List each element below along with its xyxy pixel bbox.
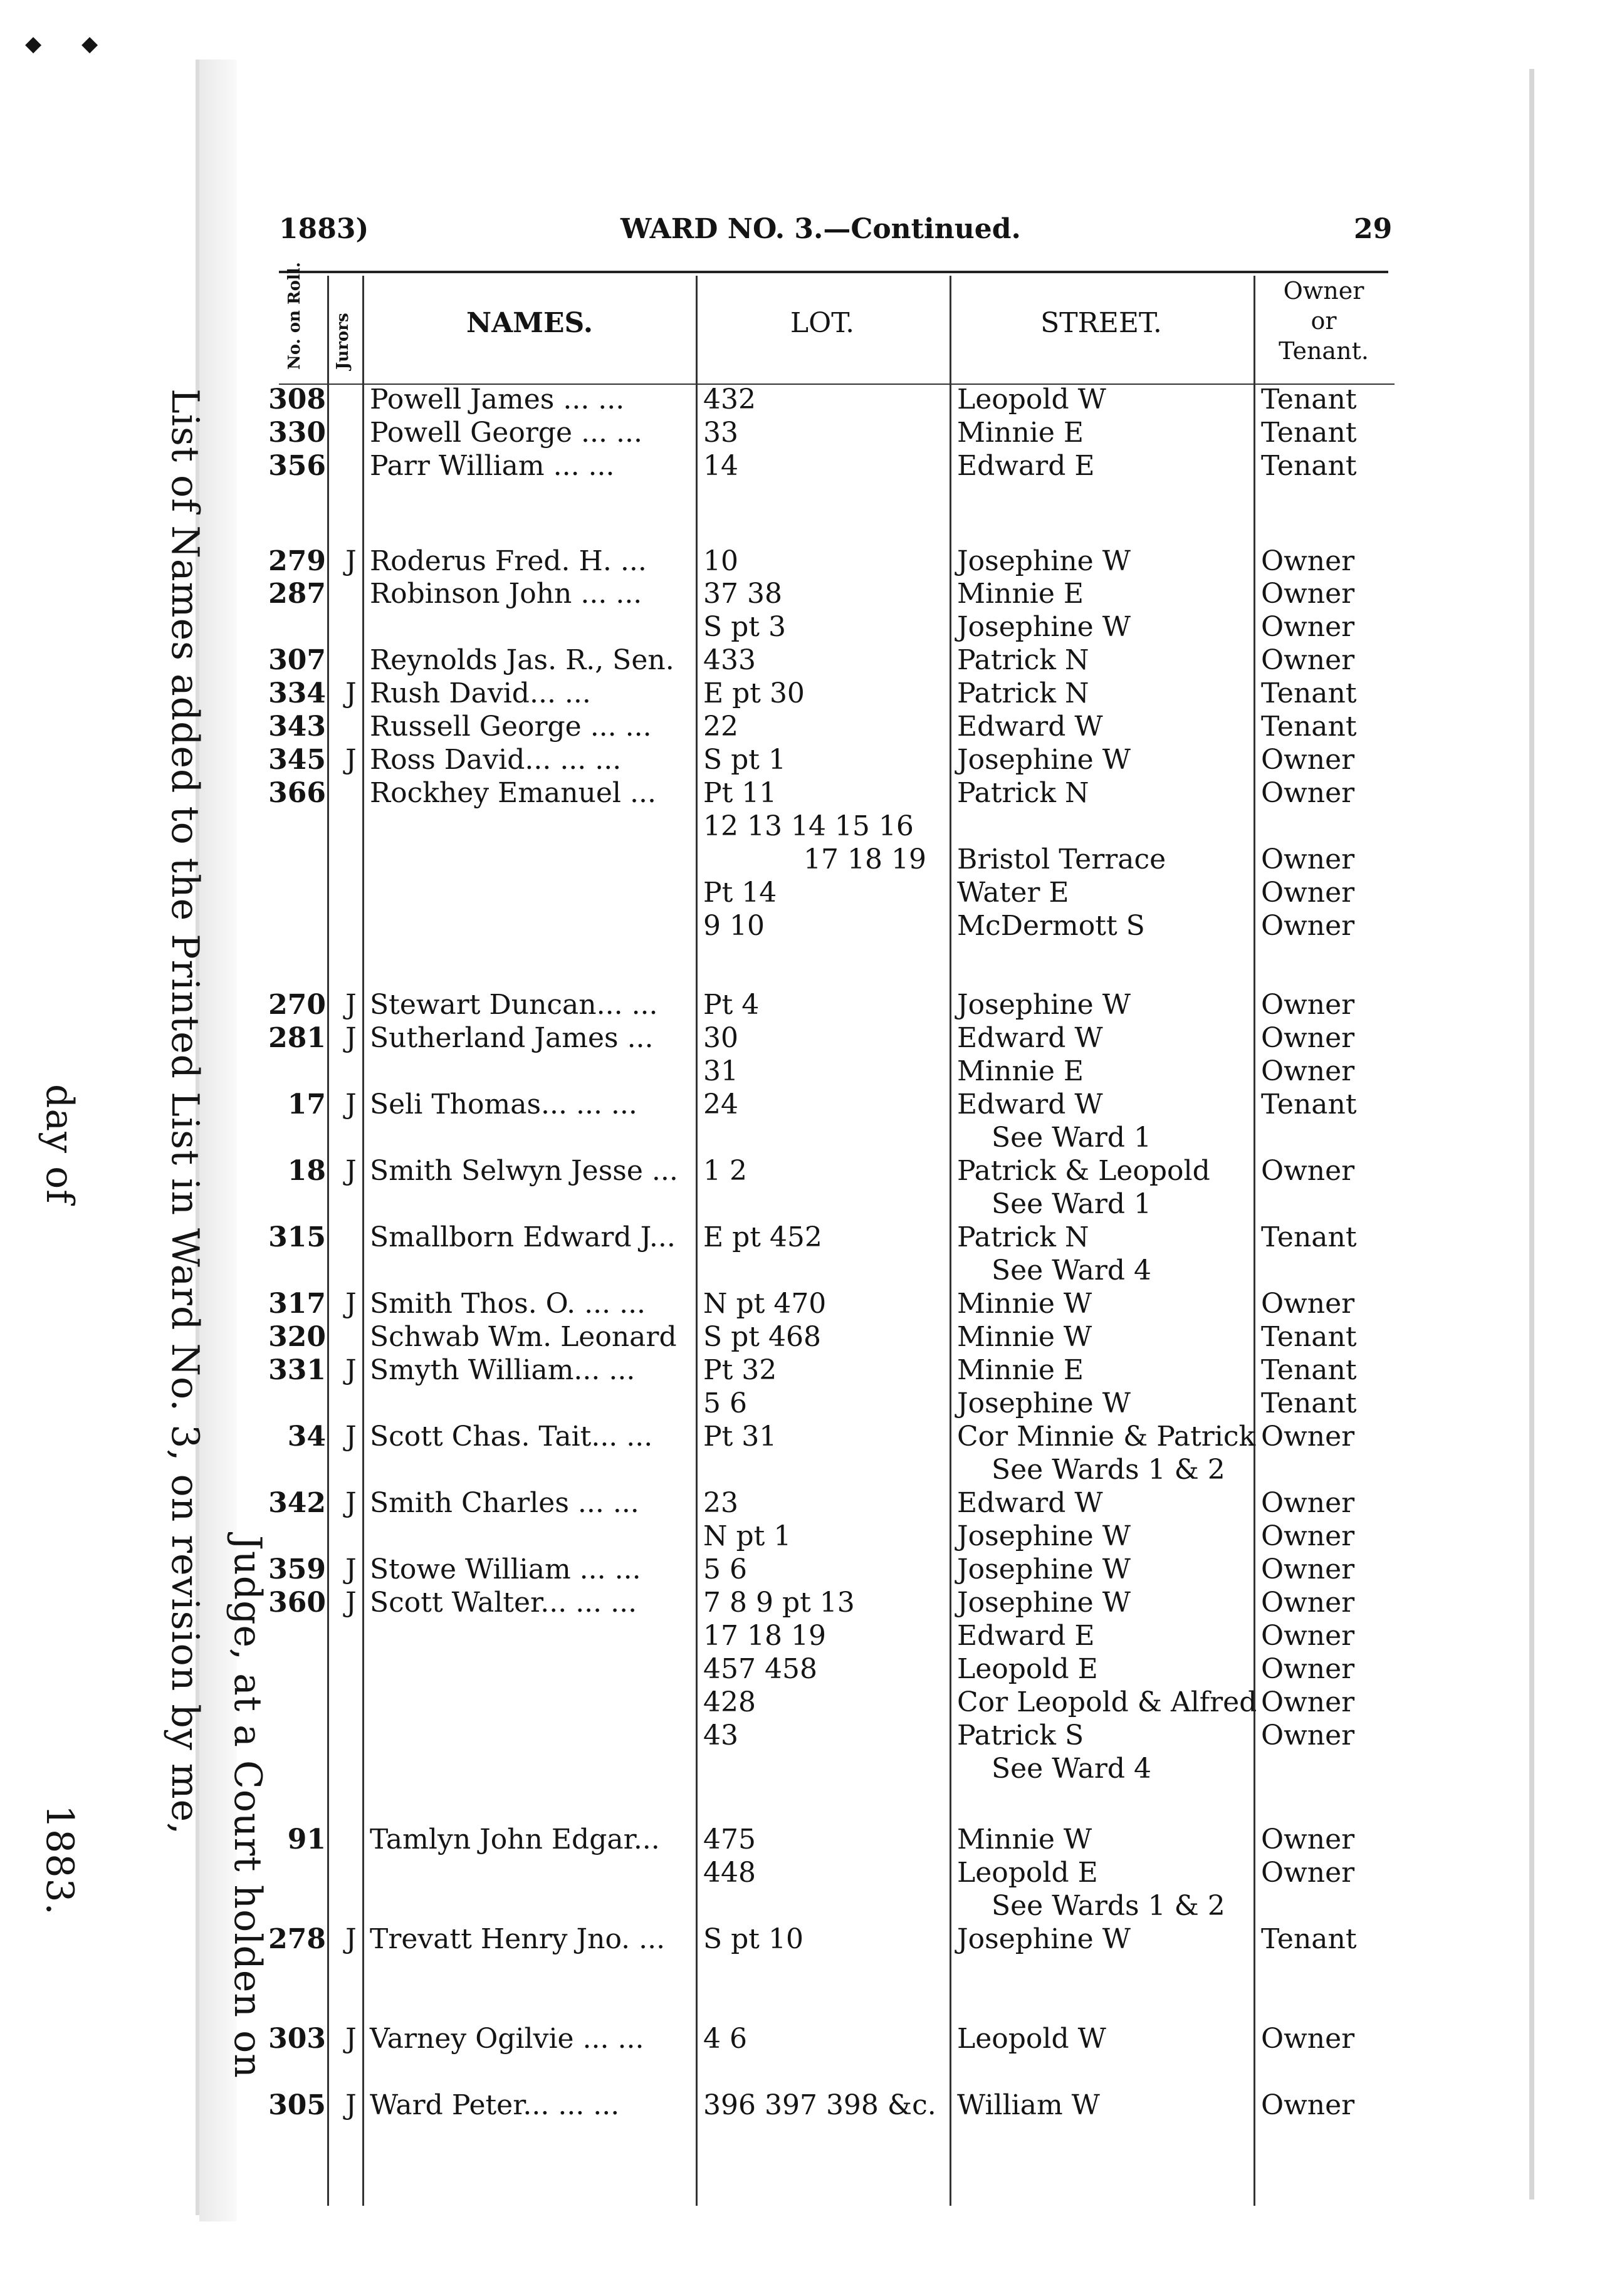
cell-lot: 17 18 19	[803, 843, 926, 875]
cell-street: Water E	[957, 877, 1069, 909]
cell-name: Smith Charles ... ...	[370, 1487, 639, 1519]
cell-lot: 5 6	[703, 1553, 747, 1585]
cell-lot: Pt 31	[703, 1421, 777, 1453]
cell-street: Minnie E	[957, 1354, 1084, 1386]
cell-street: Cor Minnie & Patrick	[957, 1421, 1256, 1453]
cell-street: Josephine W	[957, 545, 1131, 577]
cell-lot: 33	[703, 417, 738, 449]
cell-j: J	[345, 744, 357, 776]
cell-street: Josephine W	[957, 611, 1131, 643]
cell-lot: 10	[703, 545, 738, 577]
cell-street: Patrick N	[957, 677, 1089, 709]
cell-no: 18	[287, 1155, 326, 1187]
cell-j: J	[345, 1288, 357, 1320]
cell-lot: N pt 1	[703, 1520, 792, 1552]
cell-lot: 24	[703, 1088, 738, 1120]
cell-no: 330	[268, 417, 326, 449]
cell-status: Owner	[1261, 644, 1355, 676]
cell-status: Owner	[1261, 578, 1355, 610]
column-rule	[327, 276, 329, 2206]
cell-no: 308	[268, 384, 326, 415]
cell-no: 320	[268, 1321, 326, 1353]
cell-no: 343	[268, 711, 326, 743]
cell-no: 366	[268, 777, 326, 809]
cell-status: Tenant	[1261, 1321, 1357, 1353]
cell-street: Edward E	[957, 1620, 1095, 1652]
cell-name: Varney Ogilvie ... ...	[370, 2023, 644, 2055]
cell-name: Smallborn Edward J...	[370, 1221, 676, 1253]
header-title: WARD NO. 3.—Continued.	[620, 213, 1021, 245]
cell-status: Owner	[1261, 1824, 1355, 1855]
cell-status: Owner	[1261, 2089, 1355, 2121]
cell-j: J	[345, 677, 357, 709]
cell-name: Ross David... ... ...	[370, 744, 622, 776]
cell-street: Leopold W	[957, 2023, 1106, 2055]
cell-street: Minnie W	[957, 1288, 1092, 1320]
cell-street: Minnie E	[957, 578, 1084, 610]
cell-lot: 9 10	[703, 910, 765, 942]
cell-no: 305	[268, 2089, 326, 2121]
cell-lot: E pt 30	[703, 677, 805, 709]
cell-lot: N pt 470	[703, 1288, 827, 1320]
cell-status: Owner	[1261, 1055, 1355, 1087]
cell-name: Robinson John ... ...	[370, 578, 642, 610]
column-header-tenant: Tenant.	[1279, 337, 1369, 365]
cell-lot: 17 18 19	[703, 1620, 826, 1652]
cell-status: Owner	[1261, 611, 1355, 643]
cell-name: Smyth William... ...	[370, 1354, 636, 1386]
cell-status: Tenant	[1261, 711, 1357, 743]
cell-lot: 457 458	[703, 1653, 817, 1685]
cell-lot: Pt 11	[703, 777, 777, 809]
cell-status: Owner	[1261, 777, 1355, 809]
cell-lot: S pt 468	[703, 1321, 821, 1353]
header-year: 1883)	[279, 213, 369, 245]
cell-name: Scott Chas. Tait... ...	[370, 1421, 653, 1453]
cell-j: J	[345, 2023, 357, 2055]
cell-street: Minnie E	[957, 1055, 1084, 1087]
cell-no: 279	[268, 545, 326, 577]
cell-lot: 1 2	[703, 1155, 747, 1187]
cell-lot: 428	[703, 1686, 756, 1718]
page-right-edge	[1529, 69, 1534, 2199]
cell-lot: 4 6	[703, 2023, 747, 2055]
cell-status: Tenant	[1261, 450, 1357, 482]
side-note-line-1: List of Names added to the Printed List in Ward No. 3, on revision by me,	[163, 389, 207, 1835]
cell-lot: 7 8 9 pt 13	[703, 1587, 855, 1619]
cell-street: Patrick N	[957, 1221, 1089, 1253]
cell-lot: 432	[703, 384, 756, 415]
cell-lot: S pt 10	[703, 1923, 803, 1955]
cell-street: Patrick N	[957, 777, 1089, 809]
cell-street: Minnie E	[957, 417, 1084, 449]
cell-no: 270	[268, 989, 326, 1021]
cell-no: 91	[287, 1824, 326, 1855]
column-header-owner-or-tenant	[1255, 276, 1393, 366]
cell-street: Edward W	[957, 1088, 1103, 1120]
cell-street: See Wards 1 & 2	[992, 1890, 1225, 1922]
cell-status: Owner	[1261, 1719, 1355, 1751]
cell-status: Owner	[1261, 744, 1355, 776]
cell-no: 359	[268, 1553, 326, 1585]
cell-status: Tenant	[1261, 1088, 1357, 1120]
cell-street: See Ward 4	[992, 1255, 1152, 1286]
cell-j: J	[345, 1421, 357, 1453]
cell-no: 334	[268, 677, 326, 709]
cell-j: J	[345, 1022, 357, 1054]
cell-street: Leopold E	[957, 1653, 1098, 1685]
cell-name: Rockhey Emanuel ...	[370, 777, 656, 809]
cell-no: 356	[268, 450, 326, 482]
cell-status: Owner	[1261, 1520, 1355, 1552]
column-header-names: NAMES.	[466, 307, 594, 339]
cell-name: Russell George ... ...	[370, 711, 652, 743]
cell-name: Stewart Duncan... ...	[370, 989, 658, 1021]
cell-status: Owner	[1261, 1421, 1355, 1453]
cell-lot: 475	[703, 1824, 756, 1855]
cell-street: Josephine W	[957, 1587, 1131, 1619]
cell-lot: Pt 32	[703, 1354, 777, 1386]
cell-name: Tamlyn John Edgar...	[370, 1824, 660, 1855]
cell-name: Parr William ... ...	[370, 450, 615, 482]
cell-street: Patrick N	[957, 644, 1089, 676]
cell-street: Leopold W	[957, 384, 1106, 415]
cell-j: J	[345, 1088, 357, 1120]
cell-lot: 37 38	[703, 578, 782, 610]
cell-name: Trevatt Henry Jno. ...	[370, 1923, 666, 1955]
cell-street: Minnie W	[957, 1321, 1092, 1353]
column-header-no: No. on Roll.	[285, 262, 304, 370]
cell-no: 342	[268, 1487, 326, 1519]
cell-no: 360	[268, 1587, 326, 1619]
cell-lot: 14	[703, 450, 738, 482]
cell-status: Owner	[1261, 877, 1355, 909]
cell-lot: S pt 1	[703, 744, 786, 776]
column-header-street: STREET.	[1040, 307, 1162, 339]
cell-no: 278	[268, 1923, 326, 1955]
cell-name: Reynolds Jas. R., Sen.	[370, 644, 674, 676]
cell-street: Josephine W	[957, 1923, 1131, 1955]
cell-status: Tenant	[1261, 1354, 1357, 1386]
side-note-line-4: 1883.	[38, 1805, 81, 1916]
cell-no: 287	[268, 578, 326, 610]
cell-status: Owner	[1261, 1155, 1355, 1187]
cell-status: Owner	[1261, 1587, 1355, 1619]
cell-street: McDermott S	[957, 910, 1145, 942]
cell-j: J	[345, 1487, 357, 1519]
cell-name: Sutherland James ...	[370, 1022, 654, 1054]
cell-street: William W	[957, 2089, 1100, 2121]
cell-street: Leopold E	[957, 1857, 1098, 1889]
cell-lot: S pt 3	[703, 611, 786, 643]
cell-street: See Ward 4	[992, 1753, 1152, 1785]
cell-status: Owner	[1261, 1686, 1355, 1718]
cell-street: Patrick S	[957, 1719, 1084, 1751]
cell-street: Patrick & Leopold	[957, 1155, 1210, 1187]
cell-j: J	[345, 989, 357, 1021]
cell-status: Owner	[1261, 1620, 1355, 1652]
cell-no: 315	[268, 1221, 326, 1253]
cell-street: Josephine W	[957, 1387, 1131, 1419]
cell-street: Josephine W	[957, 989, 1131, 1021]
cell-status: Owner	[1261, 1288, 1355, 1320]
cell-name: Smith Thos. O. ... ...	[370, 1288, 646, 1320]
page-number: 29	[1354, 213, 1393, 245]
column-header-or: or	[1311, 307, 1337, 335]
cell-no: 317	[268, 1288, 326, 1320]
cell-status: Tenant	[1261, 1387, 1357, 1419]
cell-status: Owner	[1261, 910, 1355, 942]
cell-lot: 23	[703, 1487, 738, 1519]
cell-street: Cor Leopold & Alfred	[957, 1686, 1257, 1718]
cell-no: 345	[268, 744, 326, 776]
ink-speck-icon: ◆	[81, 31, 98, 56]
cell-j: J	[345, 1923, 357, 1955]
side-note-line-2: Judge, at a Court holden on	[226, 1535, 270, 2079]
cell-j: J	[345, 545, 357, 577]
cell-status: Tenant	[1261, 384, 1357, 415]
side-note-line-3: day of	[38, 1084, 81, 1204]
cell-status: Owner	[1261, 1022, 1355, 1054]
cell-status: Owner	[1261, 989, 1355, 1021]
cell-status: Owner	[1261, 1653, 1355, 1685]
cell-street: See Ward 1	[992, 1122, 1152, 1154]
side-note	[38, 389, 270, 2079]
column-rule	[1253, 276, 1255, 2206]
cell-status: Owner	[1261, 1857, 1355, 1889]
cell-lot: 43	[703, 1719, 738, 1751]
cell-status: Owner	[1261, 1487, 1355, 1519]
cell-lot: E pt 452	[703, 1221, 822, 1253]
cell-j: J	[345, 1354, 357, 1386]
cell-name: Roderus Fred. H. ...	[370, 545, 647, 577]
cell-street: Edward W	[957, 1022, 1103, 1054]
header-rule	[279, 271, 1388, 273]
cell-name: Seli Thomas... ... ...	[370, 1088, 637, 1120]
cell-lot: 30	[703, 1022, 738, 1054]
cell-status: Owner	[1261, 843, 1355, 875]
cell-no: 307	[268, 644, 326, 676]
cell-no: 34	[287, 1421, 326, 1453]
cell-j: J	[345, 2089, 357, 2121]
cell-name: Scott Walter... ... ...	[370, 1587, 637, 1619]
cell-street: Josephine W	[957, 1553, 1131, 1585]
column-header-jurors: Jurors	[333, 313, 352, 370]
ink-speck-icon: ◆	[25, 31, 42, 56]
cell-street: Bristol Terrace	[957, 843, 1166, 875]
cell-lot: 5 6	[703, 1387, 747, 1419]
cell-street: Edward W	[957, 1487, 1103, 1519]
cell-no: 303	[268, 2023, 326, 2055]
cell-lot: 31	[703, 1055, 738, 1087]
cell-status: Tenant	[1261, 1923, 1357, 1955]
cell-street: Minnie W	[957, 1824, 1092, 1855]
cell-name: Powell George ... ...	[370, 417, 642, 449]
cell-street: Josephine W	[957, 744, 1131, 776]
cell-street: See Wards 1 & 2	[992, 1454, 1225, 1486]
cell-status: Tenant	[1261, 417, 1357, 449]
cell-status: Owner	[1261, 545, 1355, 577]
cell-status: Tenant	[1261, 1221, 1357, 1253]
cell-lot: Pt 14	[703, 877, 777, 909]
cell-status: Owner	[1261, 2023, 1355, 2055]
cell-lot: 396 397 398 &c.	[703, 2089, 936, 2121]
cell-lot: 22	[703, 711, 738, 743]
cell-name: Smith Selwyn Jesse ...	[370, 1155, 678, 1187]
cell-name: Ward Peter... ... ...	[370, 2089, 620, 2121]
cell-lot: Pt 4	[703, 989, 760, 1021]
cell-street: See Ward 1	[992, 1188, 1152, 1220]
cell-j: J	[345, 1553, 357, 1585]
cell-no: 281	[268, 1022, 326, 1054]
cell-name: Powell James ... ...	[370, 384, 625, 415]
cell-lot: 433	[703, 644, 756, 676]
cell-status: Owner	[1261, 1553, 1355, 1585]
cell-name: Schwab Wm. Leonard	[370, 1321, 677, 1353]
cell-street: Edward E	[957, 450, 1095, 482]
cell-street: Josephine W	[957, 1520, 1131, 1552]
cell-status: Tenant	[1261, 677, 1357, 709]
column-header-owner: Owner	[1283, 277, 1364, 305]
column-rule	[950, 276, 951, 2206]
cell-no: 331	[268, 1354, 326, 1386]
cell-name: Stowe William ... ...	[370, 1553, 641, 1585]
column-rule	[696, 276, 698, 2206]
cell-lot: 12 13 14 15 16	[703, 810, 914, 842]
cell-lot: 448	[703, 1857, 756, 1889]
cell-name: Rush David... ...	[370, 677, 591, 709]
cell-j: J	[345, 1155, 357, 1187]
cell-street: Edward W	[957, 711, 1103, 743]
cell-no: 17	[287, 1088, 326, 1120]
cell-j: J	[345, 1587, 357, 1619]
column-header-lot: LOT.	[790, 307, 855, 339]
